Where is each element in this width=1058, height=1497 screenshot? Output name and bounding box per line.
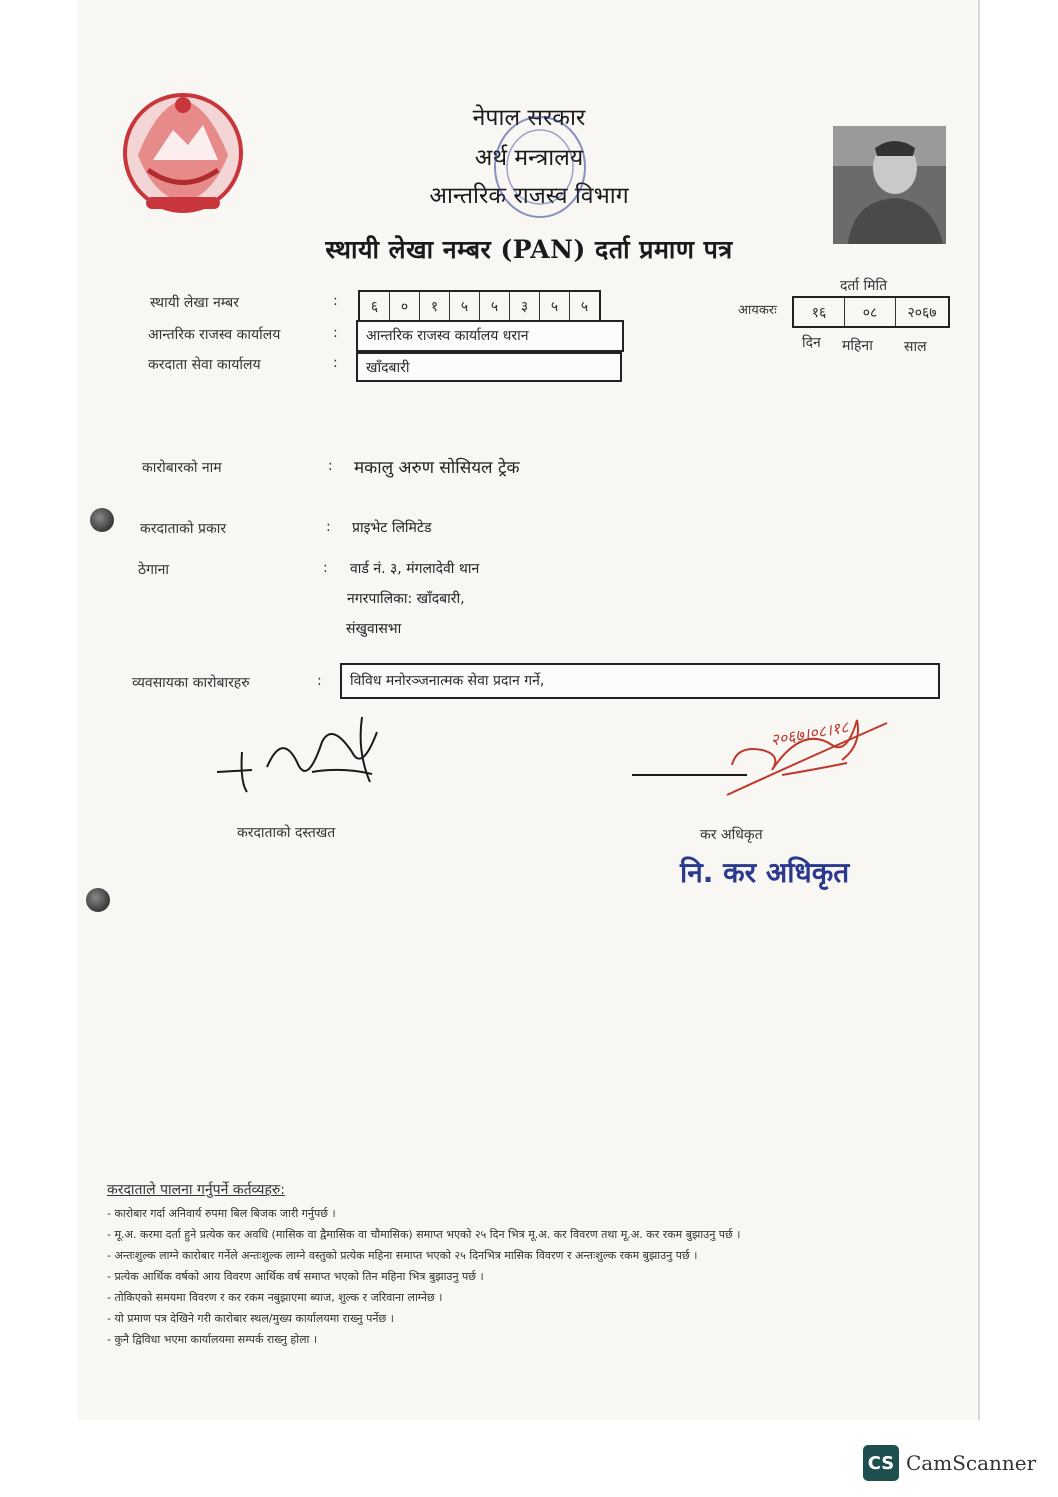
taxpayer-signature-label: करदाताको दस्तखत (237, 825, 336, 841)
taxpayer-signature (212, 712, 387, 807)
colon: : (323, 560, 328, 576)
duty-item: - यो प्रमाण पत्र देखिने गरी कारोबार स्थल/मुख्य कार्यालयमा राख्नु पर्नेछ । (107, 1312, 394, 1325)
address-label: ठेगाना (138, 562, 170, 578)
punch-hole (86, 888, 110, 912)
ird-office-value: आन्तरिक राजस्व कार्यालय धरान (356, 320, 624, 352)
header-govt: नेपाल सरकार (472, 105, 586, 131)
month-label: महिना (842, 338, 873, 354)
day-label: दिन (802, 335, 821, 351)
colon: : (333, 325, 338, 341)
duty-item: - अन्तःशुल्क लाग्ने कारोबार गर्नेले अन्तःशुल्क लाग्ने वस्तुको प्रत्येक महिना समाप्त भएको २५ दिनभित्र मासिक विवरण र अन्तःशुल्क रकम बुझाउनु पर्छ । (107, 1249, 698, 1262)
pan-digit: १ (420, 292, 450, 320)
duty-item: - कारोबार गर्दा अनिवार्य रुपमा बिल बिजक जारी गर्नुपर्छ । (107, 1207, 336, 1220)
reg-date-prefix: आयकरः (738, 303, 777, 318)
taxpayer-photo (833, 126, 946, 244)
reg-month: ०८ (845, 298, 896, 326)
header-ministry: अर्थ मन्त्रालय (474, 145, 584, 171)
colon: : (333, 293, 338, 309)
pan-digit: ५ (450, 292, 480, 320)
pan-digit: ३ (510, 292, 540, 320)
colon: : (326, 519, 331, 535)
taxpayer-type-value: प्राइभेट लिमिटेड (352, 520, 432, 536)
pan-digit: ५ (540, 292, 570, 320)
colon: : (317, 673, 322, 689)
business-name-label: कारोबारको नाम (142, 460, 222, 476)
reg-date-boxes (792, 296, 950, 328)
officer-signature (632, 705, 952, 805)
camscanner-logo: CS (863, 1445, 899, 1481)
office-round-stamp (485, 110, 595, 225)
pan-digit: ५ (580, 298, 589, 315)
reg-day: १६ (794, 298, 845, 326)
colon: : (333, 355, 338, 371)
address-line3: संखुवासभा (346, 621, 402, 637)
officer-label: कर अधिकृत (700, 827, 763, 843)
reg-year: २०६७ (907, 304, 937, 321)
header-department: आन्तरिक राजस्व विभाग (429, 183, 629, 209)
colon: : (328, 458, 333, 474)
duty-item: - प्रत्येक आर्थिक वर्षको आय विवरण आर्थिक वर्ष समाप्त भएको तिन महिना भित्र बुझाउनु पर्छ । (107, 1270, 484, 1283)
address-line1: वार्ड नं. ३, मंगलादेवी थान (350, 561, 480, 577)
ird-office-label: आन्तरिक राजस्व कार्यालय (148, 327, 281, 343)
taxpayer-office-label: करदाता सेवा कार्यालय (148, 357, 261, 373)
year-label: साल (904, 339, 927, 355)
duty-item: - मू.अ. करमा दर्ता हुने प्रत्येक कर अवधि (मासिक वा द्वैमासिक वा चौमासिक) समाप्त भएको २५ दिन भित्र मू.अ. कर विवरण तथा मू.अ. कर रकम बुझाउनु पर्छ । (107, 1228, 741, 1241)
business-name-value: मकालु अरुण सोसियल ट्रेक (354, 458, 520, 478)
taxpayer-office-value: खाँदबारी (356, 352, 622, 382)
duty-item: - तोकिएको समयमा विवरण र कर रकम नबुझाएमा ब्याज, शुल्क र जरिवाना लाग्नेछ । (107, 1291, 443, 1304)
duty-item: - कुनै द्विविधा भएमा कार्यालयमा सम्पर्क राख्नु होला । (107, 1333, 318, 1346)
certificate-title: स्थायी लेखा नम्बर (PAN) दर्ता प्रमाण पत्र (325, 235, 733, 264)
pan-label: स्थायी लेखा नम्बर (150, 295, 239, 311)
address-line2: नगरपालिका: खाँदबारी, (347, 591, 465, 607)
officer-stamp: नि. कर अधिकृत (680, 856, 850, 889)
activities-label: व्यवसायका कारोबारहरु (132, 675, 250, 691)
pan-digit-boxes (358, 290, 601, 322)
pan-digit: ० (390, 292, 420, 320)
camscanner-brand: CamScanner (906, 1451, 1037, 1475)
pan-digit: ५ (480, 292, 510, 320)
activities-value: विविध मनोरञ्जनात्मक सेवा प्रदान गर्ने, (340, 663, 940, 699)
reg-date-label: दर्ता मिति (840, 278, 888, 294)
officer-signature-date: २०६७।०८।१८ (769, 717, 850, 750)
punch-hole (90, 508, 114, 532)
taxpayer-type-label: करदाताको प्रकार (140, 521, 227, 537)
duties-heading: करदाताले पालना गर्नुपर्ने कर्तव्यहरु: (107, 1182, 285, 1198)
pan-digit: ६ (360, 292, 390, 320)
